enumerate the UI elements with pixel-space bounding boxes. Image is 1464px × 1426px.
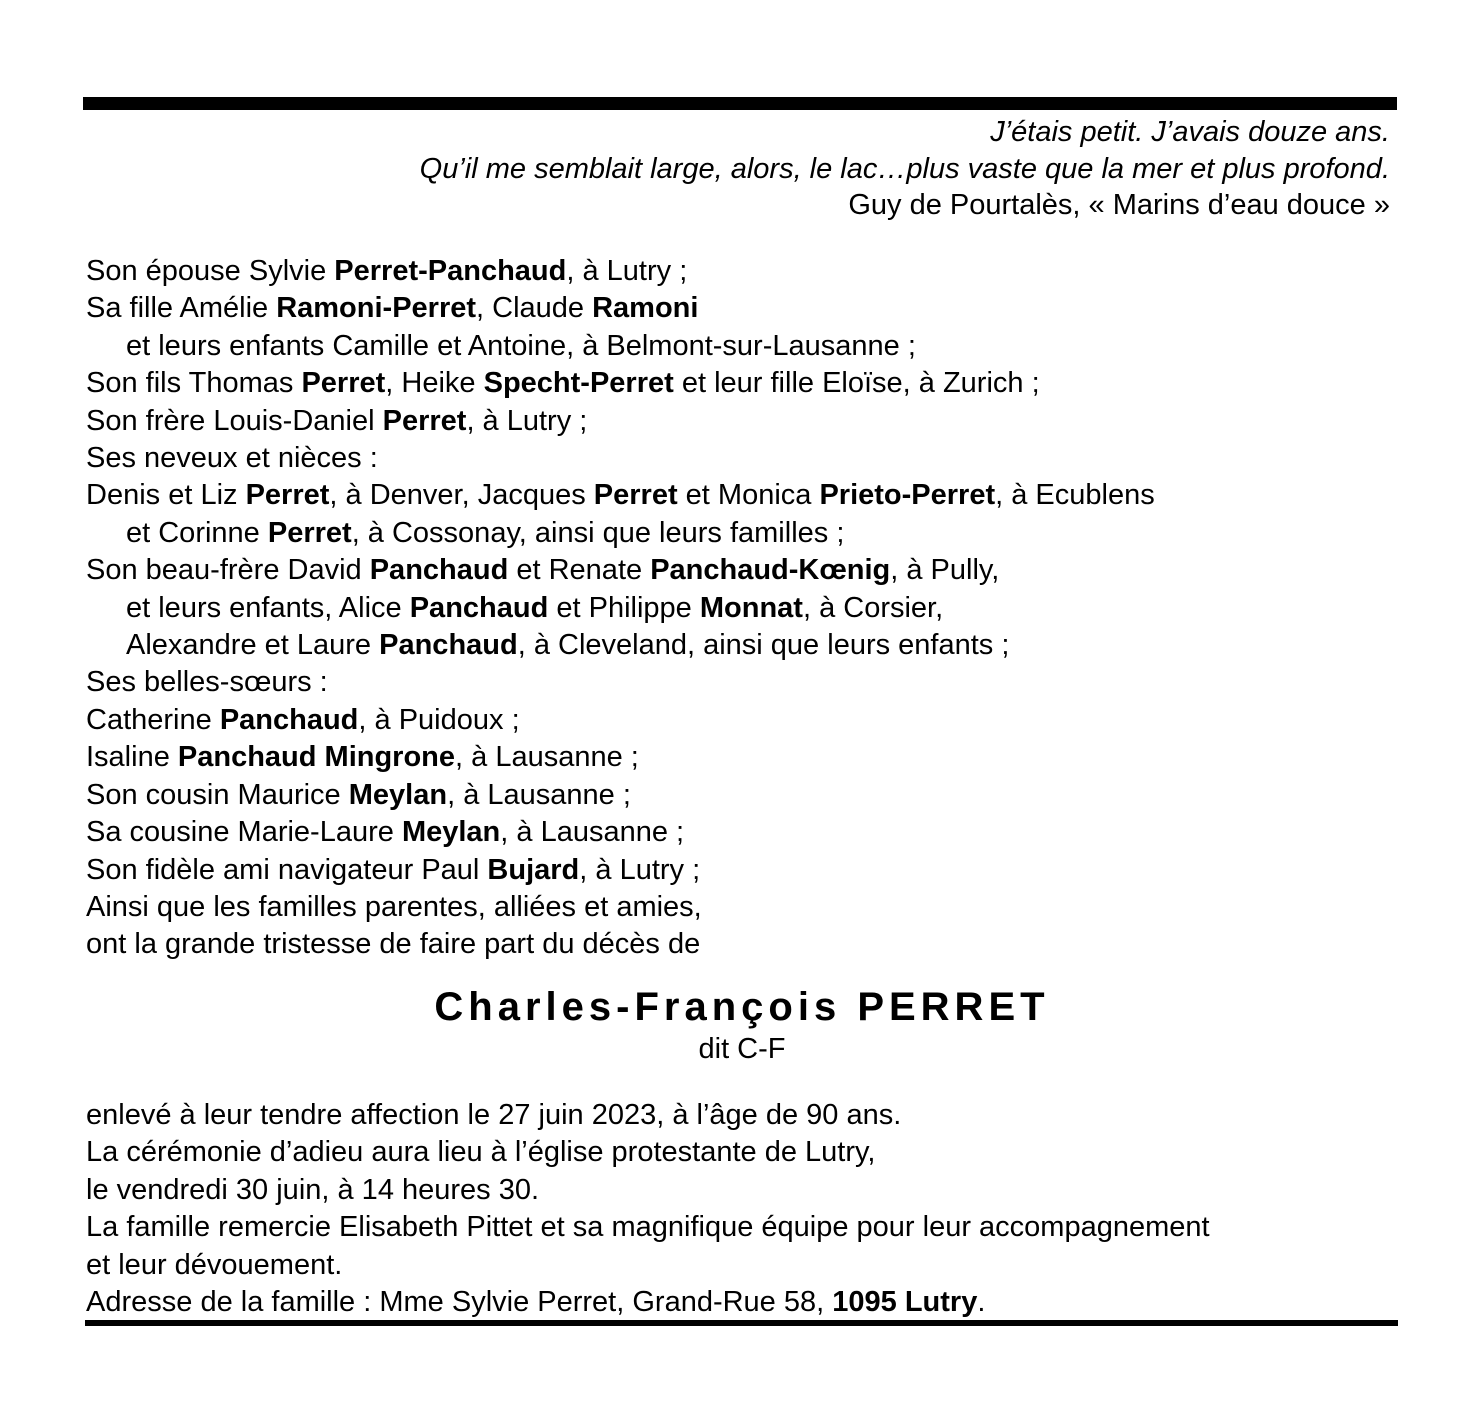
text-line	[86, 1097, 1416, 1134]
deceased-name: Charles-François PERRET	[434, 985, 1050, 1029]
text-segment: ont la grande tristesse de faire part du décès de	[86, 928, 701, 961]
text-line	[86, 590, 1416, 627]
text-segment: et leur fille Eloïse, à Zurich ;	[673, 367, 1040, 400]
surname-bold: Perret	[593, 479, 678, 512]
surname-bold: Perret	[301, 367, 386, 400]
surname-bold: Perret	[267, 516, 352, 549]
text-line	[86, 1172, 1416, 1209]
epigraph	[420, 114, 1390, 224]
text-segment: et leur dévouement.	[86, 1248, 343, 1281]
text-line	[86, 328, 1416, 365]
epigraph-attribution: Guy de Pourtalès, « Marins d’eau douce »	[848, 189, 1390, 221]
text-line	[86, 814, 1416, 851]
ceremony-details-block	[86, 1097, 1416, 1321]
text-segment: et leurs enfants Camille et Antoine, à Belmont-sur-Lausanne ;	[126, 329, 916, 362]
text-segment: Son cousin Maurice	[86, 778, 349, 811]
deceased-name-block	[86, 985, 1398, 1068]
text-segment: , à Lutry ;	[579, 853, 701, 886]
surname-bold: Ramoni	[592, 292, 699, 325]
text-segment: Sa fille Amélie	[86, 292, 277, 325]
text-segment: Sa cousine Marie-Laure	[86, 816, 402, 849]
text-segment: Son beau-frère David	[86, 554, 370, 587]
text-segment: Catherine	[86, 703, 220, 736]
surname-bold: Panchaud	[379, 629, 518, 662]
text-segment: , à Lutry ;	[566, 255, 688, 287]
text-line	[86, 1209, 1416, 1246]
text-segment: et Corinne	[126, 516, 268, 549]
text-line	[86, 440, 1416, 477]
text-line	[86, 702, 1416, 739]
text-segment: , Claude	[476, 292, 593, 325]
epigraph-line-1: J’étais petit. J’avais douze ans.	[990, 116, 1390, 148]
text-line	[86, 627, 1416, 664]
text-segment: La famille remercie Elisabeth Pittet et sa magnifique équipe pour leur accompagnement	[86, 1211, 1210, 1244]
text-line	[86, 852, 1416, 889]
text-segment: Son frère Louis-Daniel	[86, 404, 383, 437]
text-segment: Isaline	[86, 741, 178, 774]
surname-bold: Perret-Panchaud	[334, 255, 567, 287]
text-segment: Alexandre et Laure	[126, 629, 380, 662]
surname-bold: Perret	[382, 404, 467, 437]
top-divider-bar	[83, 97, 1397, 110]
text-line	[86, 403, 1416, 440]
surname-bold: Panchaud	[409, 591, 549, 624]
deceased-alias: dit C-F	[698, 1033, 786, 1065]
text-segment: La cérémonie d’adieu aura lieu à l’église protestante de Lutry,	[86, 1136, 876, 1169]
surname-bold: Monnat	[699, 591, 803, 624]
surname-bold: Prieto-Perret	[819, 479, 996, 512]
text-line	[86, 1284, 1416, 1321]
text-segment: Ses belles-sœurs :	[86, 666, 328, 699]
text-line	[86, 365, 1416, 402]
text-segment: et Renate	[508, 554, 651, 587]
surname-bold: Meylan	[348, 778, 448, 811]
text-line	[86, 253, 1416, 290]
text-segment: et Philippe	[548, 591, 700, 624]
text-line	[86, 552, 1416, 589]
text-segment: , à Denver, Jacques	[329, 479, 594, 512]
text-segment: et leurs enfants, Alice	[126, 591, 410, 624]
surname-bold: Specht-Perret	[483, 367, 674, 400]
text-line	[86, 777, 1416, 814]
text-line	[86, 1247, 1416, 1284]
surname-bold: Bujard	[487, 853, 580, 886]
text-segment: Denis et Liz	[86, 479, 246, 512]
text-segment: , à Lausanne ;	[447, 778, 631, 811]
surname-bold: Panchaud	[219, 703, 359, 736]
text-segment: , Heike	[385, 367, 484, 400]
text-line	[86, 1134, 1416, 1171]
surname-bold: Panchaud-Kœnig	[650, 554, 891, 587]
text-segment: enlevé à leur tendre affection le 27 juin 2023, à l’âge de 90 ans.	[86, 1099, 902, 1131]
surname-bold: Meylan	[401, 816, 501, 849]
surname-bold: Perret	[245, 479, 330, 512]
epigraph-line-2: Qu’il me semblait large, alors, le lac…plus vaste que la mer et plus profond.	[419, 152, 1390, 185]
text-segment: , à Cleveland, ainsi que leurs enfants ;	[517, 629, 1010, 662]
text-line	[86, 664, 1416, 701]
text-segment: , à Cossonay, ainsi que leurs familles ;	[351, 516, 845, 549]
surname-bold: Panchaud	[369, 554, 509, 587]
bottom-divider-rule	[85, 1320, 1398, 1326]
text-segment: et Monica	[677, 479, 820, 512]
text-line	[86, 889, 1416, 926]
text-segment: Son fidèle ami navigateur Paul	[86, 853, 488, 886]
text-segment: Adresse de la famille : Mme Sylvie Perret, Grand-Rue 58,	[86, 1286, 833, 1319]
text-line	[86, 926, 1416, 963]
surname-bold: 1095 Lutry	[832, 1286, 978, 1319]
text-segment: Ses neveux et nièces :	[86, 442, 378, 475]
text-segment: Ainsi que les familles parentes, alliées et amies,	[86, 890, 702, 923]
text-segment: , à Corsier,	[802, 591, 944, 624]
text-segment: le vendredi 30 juin, à 14 heures 30.	[86, 1173, 540, 1206]
text-line	[86, 515, 1416, 552]
text-segment: .	[977, 1286, 986, 1319]
text-segment: , à Puidoux ;	[358, 703, 520, 736]
family-announcement-block	[86, 253, 1416, 964]
text-segment: , à Lutry ;	[466, 404, 588, 437]
text-line	[86, 739, 1416, 776]
text-segment: , à Ecublens	[995, 479, 1155, 512]
text-line	[86, 477, 1416, 514]
surname-bold: Ramoni-Perret	[276, 292, 477, 325]
text-segment: , à Lausanne ;	[455, 741, 639, 774]
surname-bold: Panchaud Mingrone	[177, 741, 456, 774]
text-line	[86, 290, 1416, 327]
text-segment: , à Pully,	[890, 554, 1000, 587]
text-segment: Son épouse Sylvie	[86, 255, 335, 287]
text-segment: Son fils Thomas	[86, 367, 302, 400]
text-segment: , à Lausanne ;	[500, 816, 685, 849]
